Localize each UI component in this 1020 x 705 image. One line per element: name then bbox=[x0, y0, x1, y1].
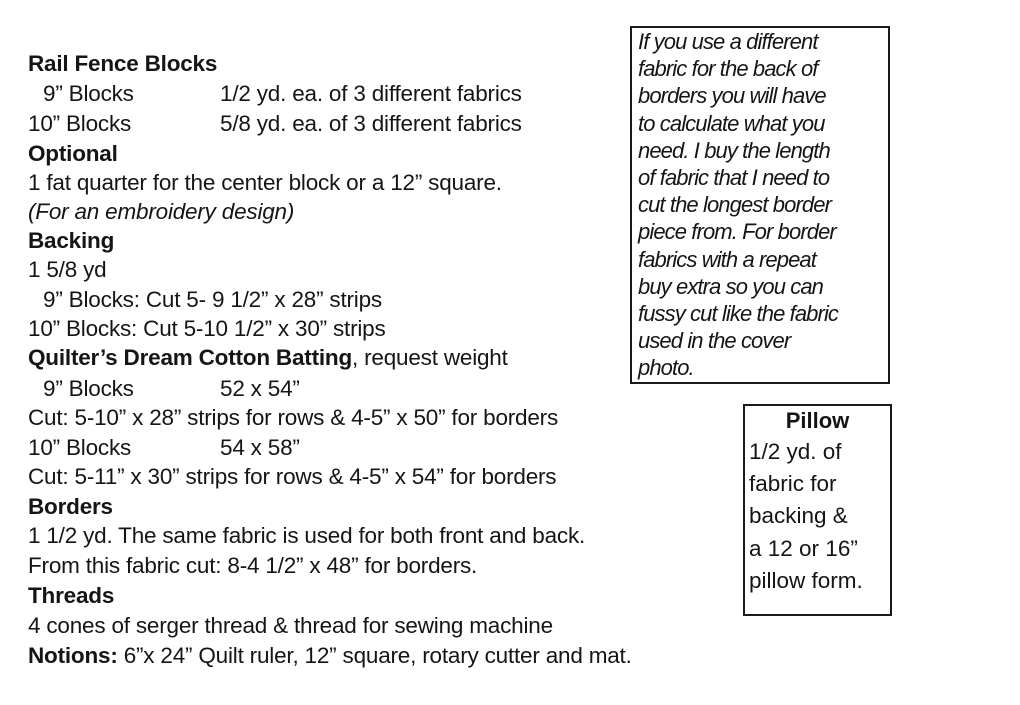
batting-line bbox=[28, 345, 508, 371]
note-line: buy extra so you can bbox=[638, 273, 824, 299]
rail-fence-10-amount: 5/8 yd. ea. of 3 different fabrics bbox=[220, 111, 522, 136]
optional-heading: Optional bbox=[28, 141, 118, 166]
notions-text: 6”x 24” Quilt ruler, 12” square, rotary cutter and mat. bbox=[117, 643, 632, 668]
batting-9-cut: Cut: 5-10” x 28” strips for rows & 4-5” x 50” for borders bbox=[28, 405, 559, 430]
backing-amount: 1 5/8 yd bbox=[28, 257, 107, 282]
optional-text: 1 fat quarter for the center block or a 12” square. bbox=[28, 170, 502, 195]
note-line: piece from. For border bbox=[638, 219, 836, 245]
borders-heading: Borders bbox=[28, 494, 113, 519]
note-line: fabrics with a repeat bbox=[638, 246, 816, 272]
note-line: borders you will have bbox=[638, 83, 826, 109]
pillow-line: backing & bbox=[749, 503, 848, 529]
note-line: If you use a different bbox=[638, 29, 818, 54]
borders-line-1: 1 1/2 yd. The same fabric is used for both front and back. bbox=[28, 523, 586, 548]
rail-fence-9-amount: 1/2 yd. ea. of 3 different fabrics bbox=[220, 81, 522, 106]
note-line: of fabric that I need to bbox=[638, 165, 830, 191]
rail-fence-10-size: 10” Blocks bbox=[28, 111, 132, 136]
note-line: fabric for the back of bbox=[638, 56, 818, 82]
threads-text: 4 cones of serger thread & thread for sewing machine bbox=[28, 613, 553, 638]
notions-label: Notions: bbox=[28, 643, 118, 668]
note-line: photo. bbox=[638, 355, 694, 381]
note-line: used in the cover bbox=[638, 328, 791, 354]
backing-cut-10: 10” Blocks: Cut 5-10 1/2” x 30” strips bbox=[28, 316, 386, 341]
batting-10-cut: Cut: 5-11” x 30” strips for rows & 4-5” x 54” for borders bbox=[28, 464, 557, 489]
backing-heading: Backing bbox=[28, 228, 115, 253]
batting-suffix: , request weight bbox=[352, 345, 508, 370]
note-line: to calculate what you bbox=[638, 110, 825, 136]
rail-fence-heading: Rail Fence Blocks bbox=[28, 51, 218, 76]
optional-note: (For an embroidery design) bbox=[28, 199, 295, 224]
pillow-line: a 12 or 16” bbox=[749, 535, 858, 561]
threads-heading: Threads bbox=[28, 583, 115, 608]
note-line: need. I buy the length bbox=[638, 137, 830, 163]
batting-heading: Quilter’s Dream Cotton Batting bbox=[28, 345, 353, 370]
pillow-line: 1/2 yd. of bbox=[749, 439, 842, 464]
batting-10-dims: 54 x 58” bbox=[220, 435, 300, 460]
pillow-box bbox=[743, 404, 892, 616]
batting-10-size: 10” Blocks bbox=[28, 435, 132, 460]
border-fabric-note-box bbox=[630, 26, 890, 384]
note-line: cut the longest border bbox=[638, 192, 832, 218]
batting-9-size: 9” Blocks bbox=[43, 376, 134, 401]
rail-fence-9-size: 9” Blocks bbox=[43, 81, 134, 106]
pillow-line: pillow form. bbox=[749, 567, 863, 593]
notions-line bbox=[28, 643, 632, 669]
backing-cut-9: 9” Blocks: Cut 5- 9 1/2” x 28” strips bbox=[43, 287, 382, 312]
borders-line-2: From this fabric cut: 8-4 1/2” x 48” for borders. bbox=[28, 553, 478, 578]
batting-9-dims: 52 x 54” bbox=[220, 376, 300, 401]
pillow-line: fabric for bbox=[749, 471, 837, 497]
note-line: fussy cut like the fabric bbox=[638, 301, 839, 327]
pillow-title: Pillow bbox=[785, 408, 850, 433]
